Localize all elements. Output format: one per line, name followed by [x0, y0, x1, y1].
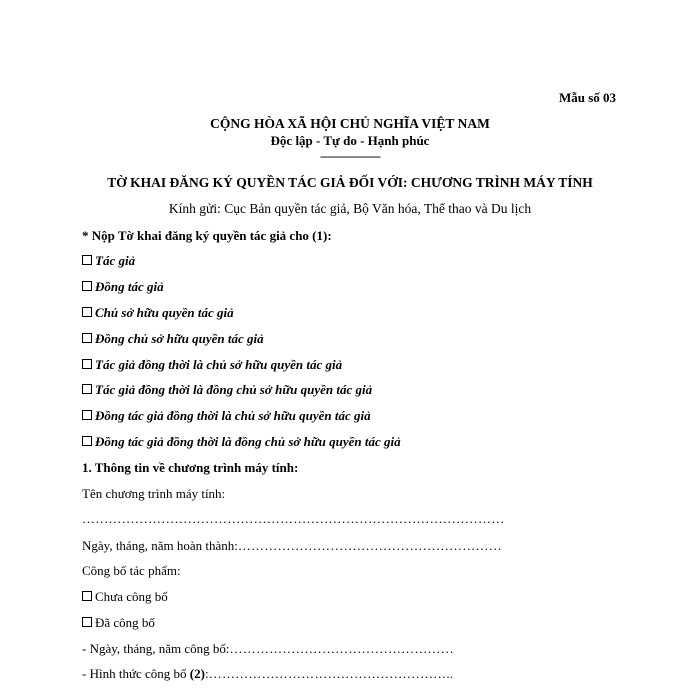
option-co-author-and-co-owner[interactable] — [82, 434, 401, 450]
checkbox-icon[interactable] — [82, 307, 92, 317]
option-co-author-and-owner[interactable] — [82, 408, 371, 424]
checkbox-icon[interactable] — [82, 436, 92, 446]
checkbox-icon[interactable] — [82, 410, 92, 420]
publish-date-label: - Ngày, tháng, năm công bố: — [82, 641, 230, 656]
option-label: Chưa công bố — [95, 589, 168, 604]
publish-form-row — [82, 666, 453, 682]
recipient-line: Kính gửi: Cục Bản quyền tác giả, Bộ Văn hóa, Thể thao và Du lịch — [168, 201, 532, 216]
publish-date-field[interactable]: …………………………………………… — [229, 641, 454, 656]
program-name-field[interactable]: …………………………………………………………………………………… — [82, 511, 505, 526]
publish-date-row — [82, 641, 454, 657]
program-name-label: Tên chương trình máy tính: — [82, 486, 226, 501]
option-label: Tác giả đồng thời là chủ sở hữu quyền tác giả — [95, 357, 343, 372]
option-label: Đã công bố — [95, 615, 155, 630]
option-label: Tác giả — [95, 253, 136, 268]
option-co-copyright-owner[interactable] — [82, 331, 264, 347]
option-copyright-owner[interactable] — [82, 305, 234, 321]
checkbox-icon[interactable] — [82, 281, 92, 291]
completion-date-label: Ngày, tháng, năm hoàn thành: — [82, 538, 238, 553]
checkbox-icon[interactable] — [82, 255, 92, 265]
national-title: CỘNG HÒA XÃ HỘI CHỦ NGHĨA VIỆT NAM — [210, 116, 490, 131]
checkbox-icon[interactable] — [82, 333, 92, 343]
option-unpublished[interactable] — [82, 589, 168, 605]
checkbox-icon[interactable] — [82, 591, 92, 601]
option-author-and-owner[interactable] — [82, 357, 342, 373]
option-label: Đồng tác giả đồng thời là đồng chủ sở hữu quyền tác giả — [95, 434, 401, 449]
checkbox-icon[interactable] — [82, 384, 92, 394]
option-label: Tác giả đồng thời là đồng chủ sở hữu quyền tác giả — [95, 382, 373, 397]
option-published[interactable] — [82, 615, 155, 631]
program-info-heading: 1. Thông tin về chương trình máy tính: — [82, 460, 299, 475]
option-label: Đồng tác giả đồng thời là chủ sở hữu quyền tác giả — [95, 408, 371, 423]
submit-heading: * Nộp Tờ khai đăng ký quyền tác giả cho (1): — [82, 228, 332, 243]
form-code: Mẫu số 03 — [558, 90, 616, 105]
option-label: Chủ sở hữu quyền tác giả — [95, 305, 234, 320]
checkbox-icon[interactable] — [82, 359, 92, 369]
publication-label: Công bố tác phẩm: — [82, 563, 181, 578]
completion-date-row — [82, 538, 502, 554]
header-rule: ------------------ — [320, 148, 380, 163]
publish-form-label: - Hình thức công bố — [82, 666, 190, 681]
checkbox-icon[interactable] — [82, 617, 92, 627]
option-author[interactable] — [82, 253, 135, 269]
completion-date-field[interactable]: …………………………………………………… — [237, 538, 502, 553]
option-label: Đồng tác giả — [95, 279, 164, 294]
option-label: Đồng chủ sở hữu quyền tác giả — [95, 331, 264, 346]
publish-form-field[interactable]: :……………………………………………….. — [204, 666, 454, 681]
option-author-and-co-owner[interactable] — [82, 382, 372, 398]
document-title: TỜ KHAI ĐĂNG KÝ QUYỀN TÁC GIẢ ĐỐI VỚI: CHƯƠNG TRÌNH MÁY TÍNH — [107, 175, 593, 190]
option-co-author[interactable] — [82, 279, 164, 295]
publish-form-note: (2) — [189, 666, 205, 681]
national-motto: Độc lập - Tự do - Hạnh phúc — [270, 133, 430, 148]
